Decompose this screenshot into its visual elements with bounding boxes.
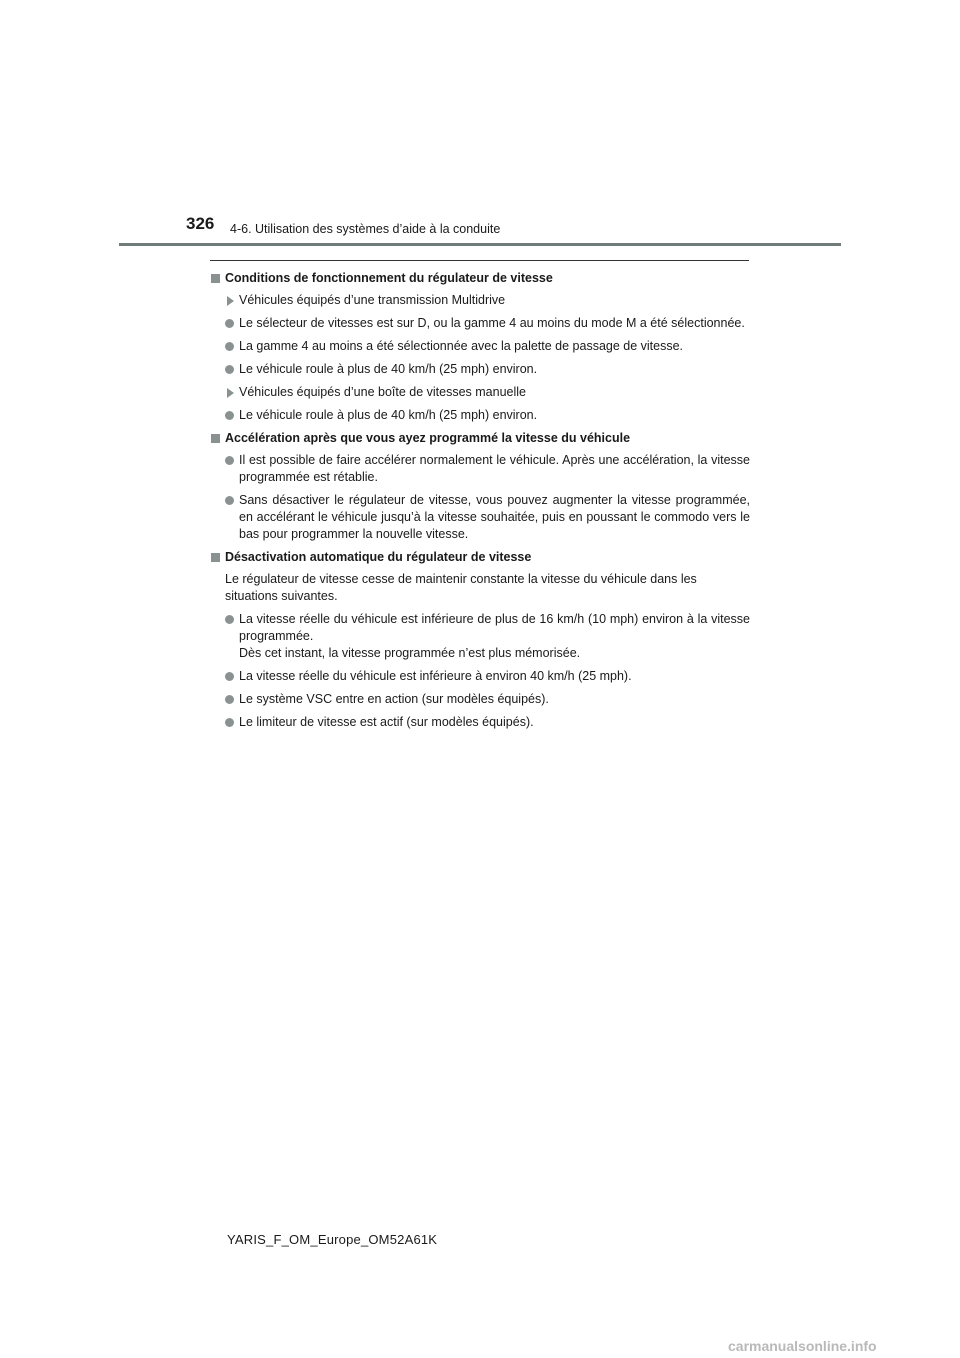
list-item: Le limiteur de vitesse est actif (sur modèles équipés). [210,714,750,731]
circle-bullet-icon [225,319,234,328]
list-item: La gamme 4 au moins a été sélectionnée avec la palette de passage de vitesse. [210,338,750,355]
arrow-right-icon [227,388,234,398]
list-item: Sans désactiver le régulateur de vitesse, vous pouvez augmenter la vitesse programmée, en accélérant le véhicule jusqu’à la vitesse souhaitée, puis en poussant le commodo vers le bas pour programmer la nouvelle vitesse. [210,492,750,543]
header-rule [119,243,841,246]
circle-bullet-icon [225,456,234,465]
section-heading: Désactivation automatique du régulateur de vitesse [210,549,750,566]
circle-bullet-icon [225,695,234,704]
square-bullet-icon [211,274,220,283]
circle-bullet-icon [225,365,234,374]
list-item: La vitesse réelle du véhicule est inférieure à environ 40 km/h (25 mph). [210,668,750,685]
subheading: Véhicules équipés d’une transmission Multidrive [210,292,750,309]
subheading: Véhicules équipés d’une boîte de vitesses manuelle [210,384,750,401]
section-rule [210,260,749,261]
watermark: carmanualsonline.info [728,1338,877,1354]
square-bullet-icon [211,553,220,562]
circle-bullet-icon [225,718,234,727]
list-item: Le sélecteur de vitesses est sur D, ou la gamme 4 au moins du mode M a été sélectionnée. [210,315,750,332]
circle-bullet-icon [225,342,234,351]
section-heading: Accélération après que vous ayez programmé la vitesse du véhicule [210,430,750,447]
list-item: Il est possible de faire accélérer normalement le véhicule. Après une accélération, la vitesse programmée est rétablie. [210,452,750,486]
square-bullet-icon [211,434,220,443]
list-item: Le système VSC entre en action (sur modèles équipés). [210,691,750,708]
list-item: La vitesse réelle du véhicule est inférieure de plus de 16 km/h (10 mph) environ à la vitesse programmée. Dès cet instant, la vitesse programmée n’est plus mémorisée. [210,611,750,662]
section-heading: Conditions de fonctionnement du régulateur de vitesse [210,270,750,287]
page-number: 326 [186,214,215,233]
circle-bullet-icon [225,672,234,681]
content [210,270,750,737]
list-item: Le véhicule roule à plus de 40 km/h (25 mph) environ. [210,361,750,378]
circle-bullet-icon [225,411,234,420]
circle-bullet-icon [225,615,234,624]
section-intro: Le régulateur de vitesse cesse de maintenir constante la vitesse du véhicule dans les situations suivantes. [225,572,697,603]
document-code: YARIS_F_OM_Europe_OM52A61K [227,1232,438,1247]
circle-bullet-icon [225,496,234,505]
arrow-right-icon [227,296,234,306]
list-item: Le véhicule roule à plus de 40 km/h (25 mph) environ. [210,407,750,424]
chapter-title: 4-6. Utilisation des systèmes d’aide à la conduite [230,222,501,236]
